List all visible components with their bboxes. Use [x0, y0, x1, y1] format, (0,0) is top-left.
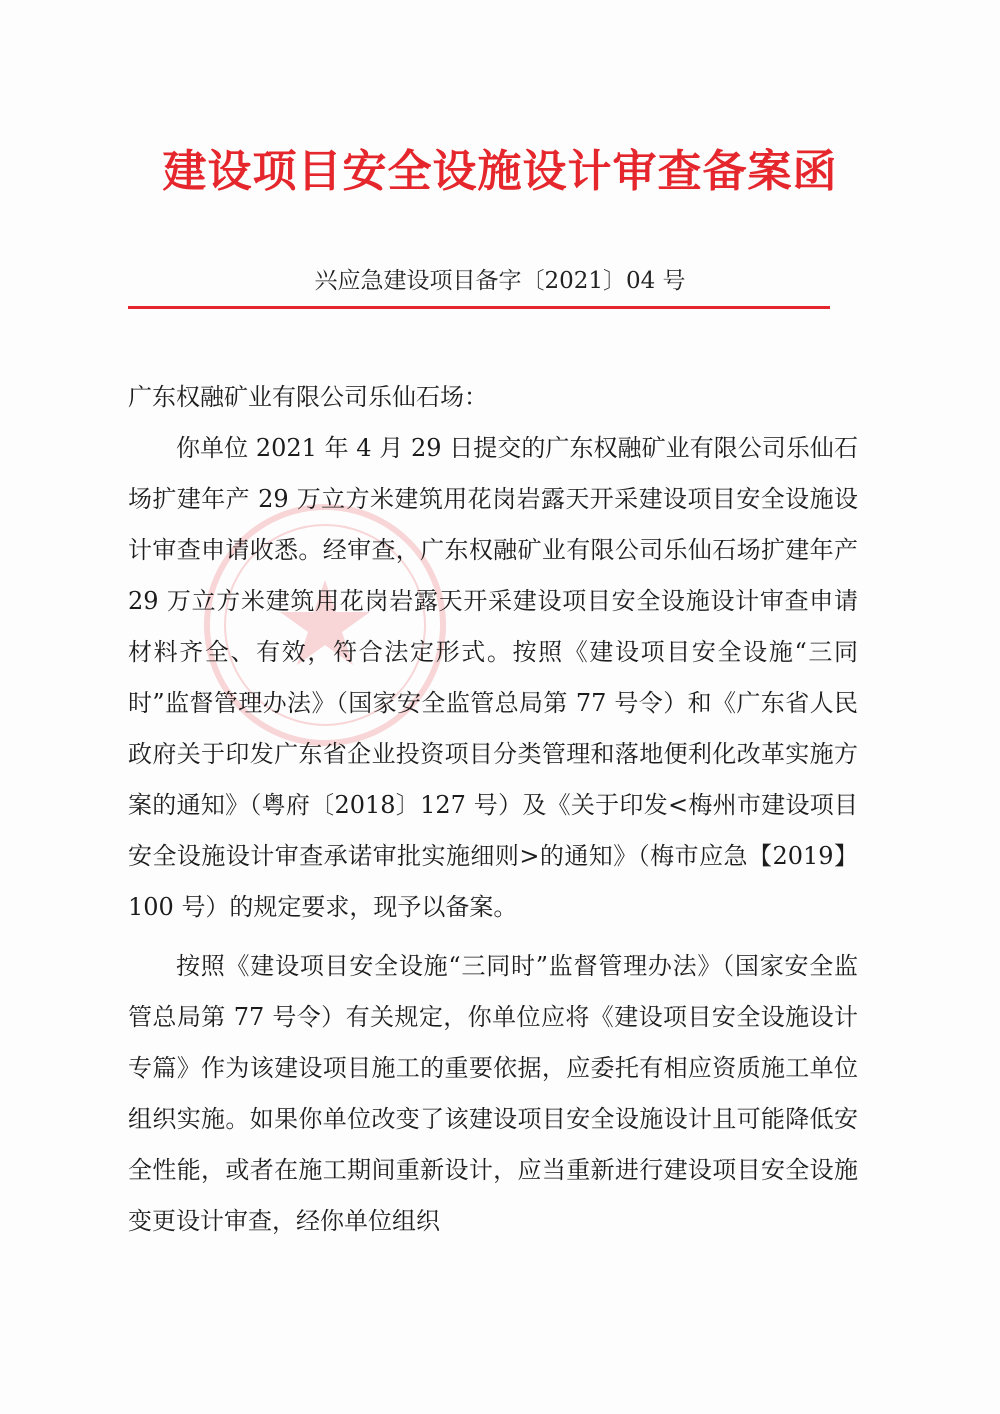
title-divider-rule	[128, 306, 830, 309]
addressee-line: 广东权融矿业有限公司乐仙石场：	[128, 383, 488, 411]
body-paragraph: 你单位 2021 年 4 月 29 日提交的广东权融矿业有限公司乐仙石场扩建年产 29 万立方米建筑用花岗岩露天开采建设项目安全设施设计审查申请收悉。经审查，广东权融矿业有限公司乐仙石场扩建年产 29 万立方米建筑用花岗岩露天开采建设项目安全设施设计审查申请材料齐全、有效，符合法定形式。按照《建设项目安全设施“三同时”监督管理办法》（国家安全监管总局第 77 号令）和《广东省人民政府关于印发广东省企业投资项目分类管理和落地便利化改革实施方案的通知》（粤府〔2018〕127 号）及《关于印发<梅州市建设项目安全设施设计审查承诺审批实施细则>的通知》（梅市应急【2019】100 号）的规定要求，现予以备案。	[128, 434, 858, 921]
document-title: 建设项目安全设施设计审查备案函	[162, 146, 838, 197]
body-paragraph: 按照《建设项目安全设施“三同时”监督管理办法》（国家安全监管总局第 77 号令）有关规定，你单位应将《建设项目安全设施设计专篇》作为该建设项目施工的重要依据，应委托有相应资质施工单位组织实施。如果你单位改变了该建设项目安全设施设计且可能降低安全性能，或者在施工期间重新设计，应当重新进行建设项目安全设施变更设计审查，经你单位组织	[128, 952, 858, 1235]
document-number: 兴应急建设项目备字〔2021〕04 号	[314, 268, 686, 294]
letter-body	[128, 372, 858, 1247]
